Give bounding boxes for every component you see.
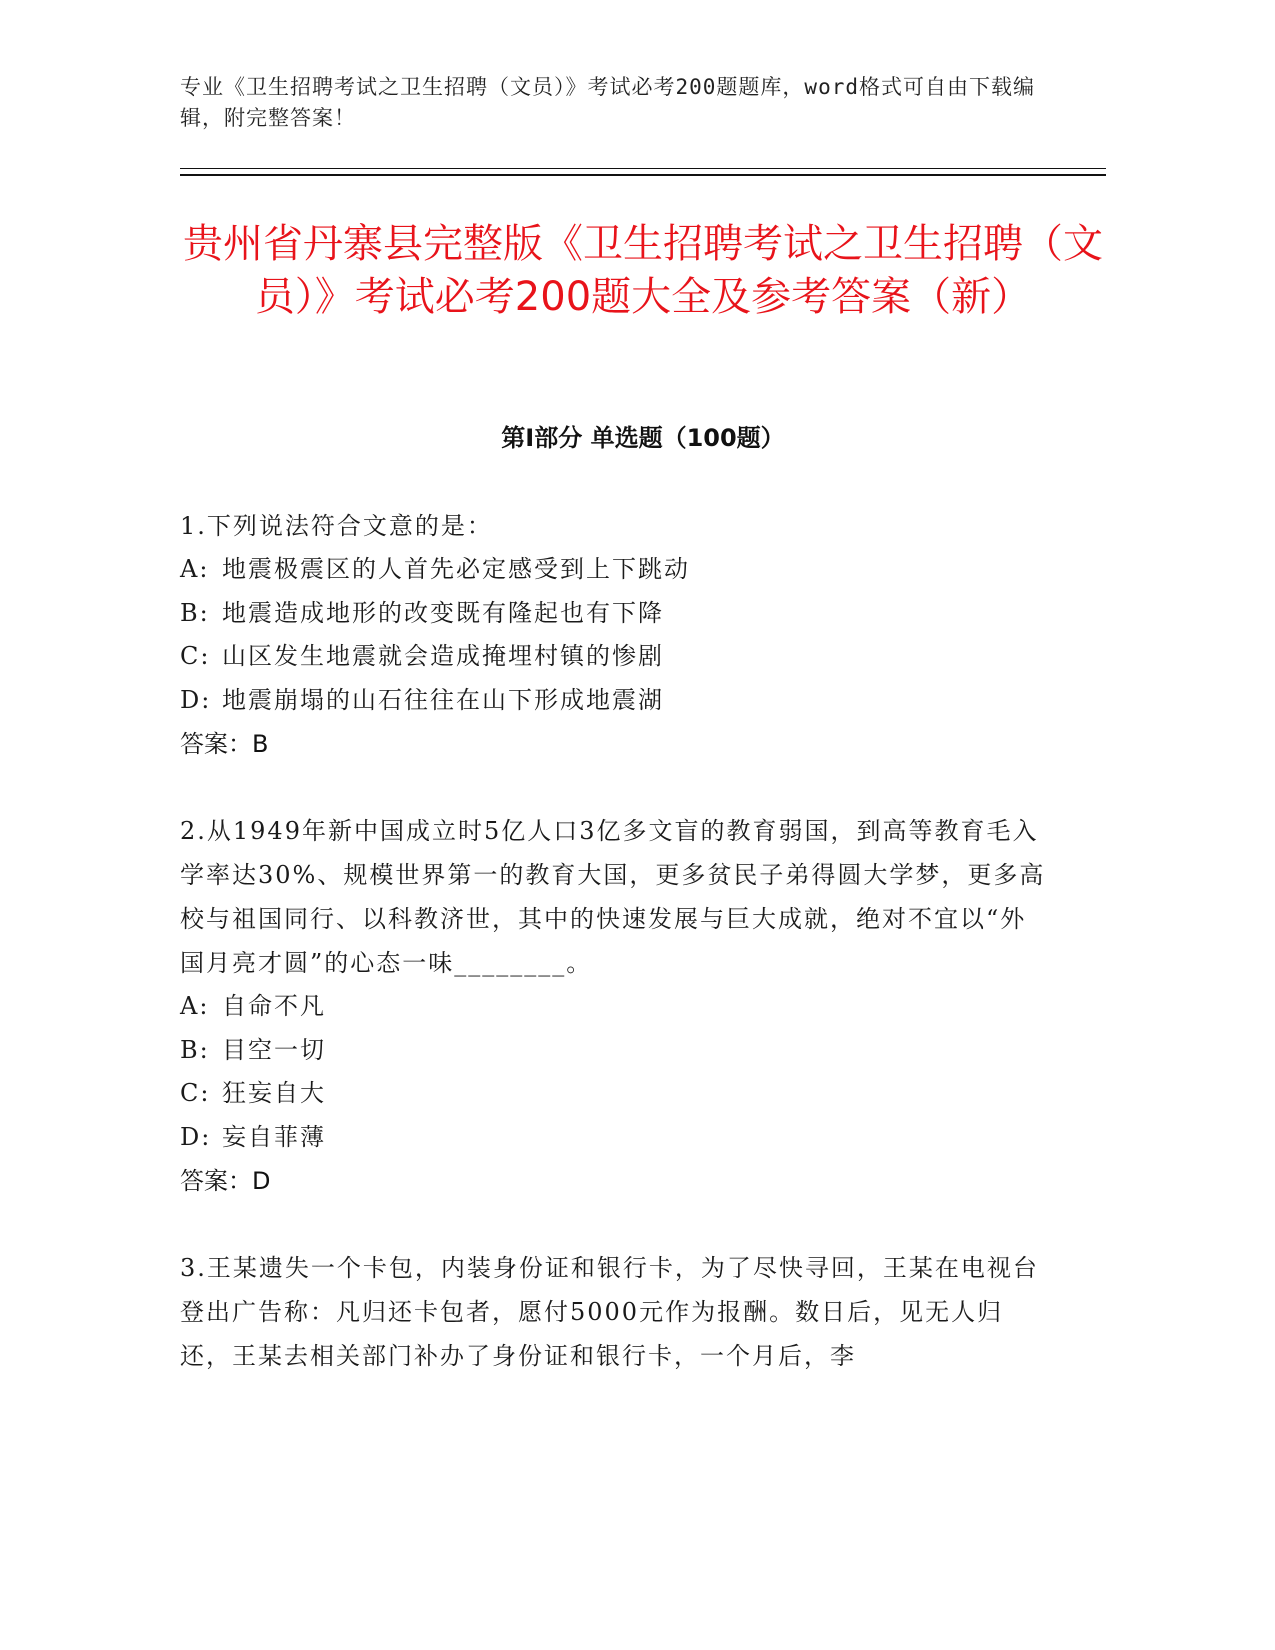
- option-letter: B:: [180, 1035, 210, 1064]
- option-text: 狂妄自大: [222, 1079, 326, 1107]
- option-a: [180, 985, 1050, 1029]
- option-letter: C:: [180, 1079, 211, 1107]
- option-letter: A:: [180, 992, 210, 1020]
- option-text: 地震造成地形的改变既有隆起也有下降: [222, 598, 664, 627]
- option-c: [180, 1072, 1050, 1116]
- option-letter: A:: [180, 555, 210, 583]
- option-text: 地震崩塌的山石往往在山下形成地震湖: [222, 685, 664, 714]
- answer-line: 答案：D: [180, 1167, 271, 1195]
- question-3: [180, 1246, 1050, 1378]
- answer-line: 答案：B: [180, 730, 269, 758]
- option-d: [180, 679, 1050, 723]
- option-d: [180, 1116, 1050, 1160]
- question-list: [180, 504, 1050, 1421]
- question-stem: 2.从1949年新中国成立时5亿人口3亿多文盲的教育弱国，到高等教育毛入学率达30%、规模世界第一的教育大国，更多贫民子弟得圆大学梦，更多高校与祖国同行、以科教济世，其中的快速发展与巨大成就，绝对不宜以“外国月亮才圆”的心态一味________。: [180, 817, 1046, 977]
- document-title: 贵州省丹寨县完整版《卫生招聘考试之卫生招聘（文员）》考试必考200题大全及参考答案（新）: [183, 221, 1103, 320]
- question-stem: 3.王某遗失一个卡包，内装身份证和银行卡，为了尽快寻回，王某在电视台登出广告称：凡归还卡包者，愿付5000元作为报酬。数日后，见无人归还，王某去相关部门补办了身份证和银行卡，一个月后，李: [180, 1254, 1039, 1370]
- option-letter: D:: [180, 685, 212, 714]
- option-c: [180, 635, 1050, 679]
- section-title: 第I部分 单选题（100题）: [501, 424, 785, 452]
- option-letter: D:: [180, 1122, 212, 1151]
- option-a: [180, 548, 1050, 592]
- option-text: 妄自菲薄: [222, 1122, 326, 1151]
- option-text: 目空一切: [222, 1035, 326, 1064]
- question-2: [180, 809, 1050, 1203]
- option-text: 山区发生地震就会造成掩埋村镇的惨剧: [222, 642, 664, 670]
- question-1: [180, 504, 1050, 766]
- option-text: 自命不凡: [222, 992, 326, 1020]
- option-letter: B:: [180, 598, 210, 627]
- option-b: [180, 592, 1050, 636]
- option-letter: C:: [180, 642, 211, 670]
- header-divider-thin: [180, 168, 1106, 169]
- header-divider-thick: [180, 174, 1106, 176]
- option-text: 地震极震区的人首先必定感受到上下跳动: [222, 555, 690, 583]
- question-stem: 1.下列说法符合文意的是：: [180, 512, 493, 540]
- header-note: 专业《卫生招聘考试之卫生招聘（文员）》考试必考200题题库，word格式可自由下载编辑，附完整答案！: [180, 75, 1035, 130]
- option-b: [180, 1029, 1050, 1073]
